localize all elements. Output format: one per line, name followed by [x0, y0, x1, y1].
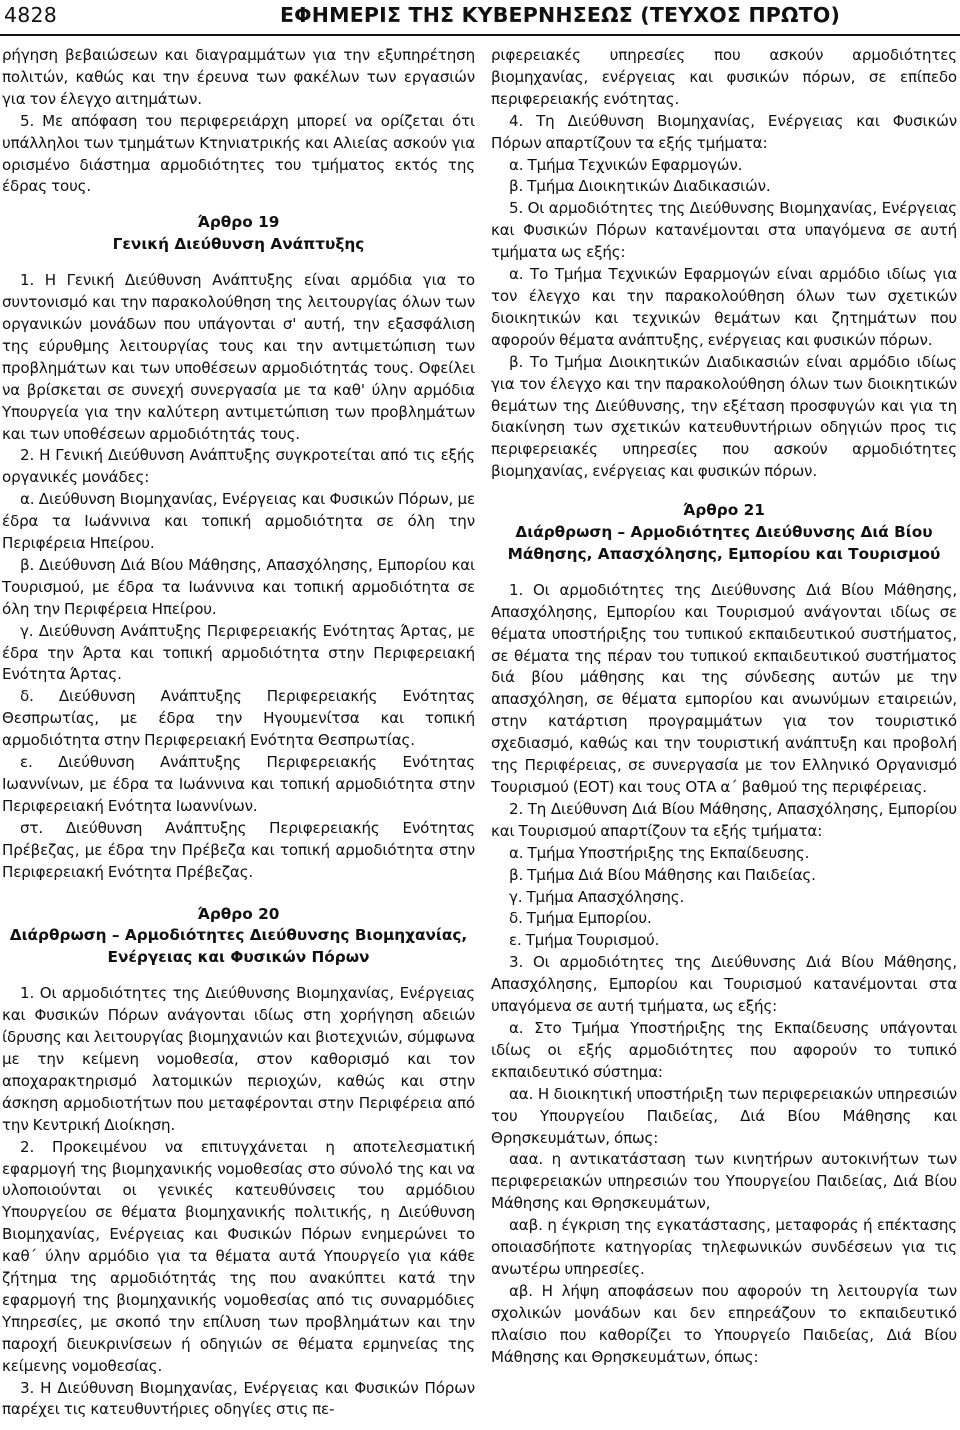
- paragraph: β. Διεύθυνση Διά Βίου Μάθησης, Απασχόλησης, Εμπορίου και Τουρισμού, με έδρα τα Ιωάννινα και τοπική αρμοδιότητα σε όλη την Περιφέρεια Ηπείρου.: [2, 555, 475, 618]
- page-number: 4828: [4, 3, 57, 27]
- list-item: ε. Τμήμα Τουρισμού.: [509, 931, 660, 950]
- paragraph: α. Το Τμήμα Τεχνικών Εφαρμογών είναι αρμόδιο ιδίως για τον έλεγχο και την παρακολούθηση όλων των σχετικών διοικητικών και τεχνικών θεμάτων και ζητημάτων που αφορούν θέματα ανάπτυξης, ενέργειας και φυσικών πόρων.: [491, 265, 957, 349]
- header-rule: [0, 34, 960, 36]
- paragraph: 2. Προκειμένου να επιτυγχάνεται η αποτελεσματική εφαρμογή της βιομηχανικής νομοθεσίας στο σύνολό της και να υλοποιούνται οι γενικές κατευθύνσεις του αρμόδιου Υπουργείου σε θέματα βιομηχανικής πολιτικής, η Διεύθυνση Βιομηχανίας, Ενέργειας και Φυσικών Πόρων ενημερώνει το καθ΄ ύλην αρμόδιο για τα θέματα αυτά Υπουργείο για κάθε ζήτημα της αρμοδιότητάς της που ανακύπτει κατά την εφαρμογή της βιομηχανικής νομοθεσίας από τις συναρμόδιες Υπηρεσίες, με σκοπό την επίλυση των προβλημάτων και την παροχή διευκρινίσεων ή οδηγιών σε θέματα ερμηνείας της κείμενης νομοθεσίας.: [2, 1137, 475, 1375]
- paragraph: α. Διεύθυνση Βιομηχανίας, Ενέργειας και Φυσικών Πόρων, με έδρα τα Ιωάννινα και τοπική αρμοδιότητα σε όλη την Περιφέρεια Ηπείρου.: [2, 490, 475, 553]
- paragraph: στ. Διεύθυνση Ανάπτυξης Περιφερειακής Ενότητας Πρέβεζας, με έδρα την Πρέβεζα και τοπική αρμοδιότητα στην Περιφερειακή Ενότητα Πρέβεζας.: [2, 818, 475, 881]
- paragraph: 2. Τη Διεύθυνση Διά Βίου Μάθησης, Απασχόλησης, Εμπορίου και Τουρισμού απαρτίζουν τα εξής τμήματα:: [491, 799, 957, 840]
- paragraph: α. Στο Τμήμα Υποστήριξης της Εκπαίδευσης υπάγονται ιδίως οι εξής αρμοδιότητες που αφορούν το τυπικό εκπαιδευτικό σύστημα:: [491, 1018, 957, 1081]
- paragraph: 2. Η Γενική Διεύθυνση Ανάπτυξης συγκροτείται από τις εξής οργανικές μονάδες:: [2, 446, 475, 487]
- paragraph: γ. Διεύθυνση Ανάπτυξης Περιφερειακής Ενότητας Άρτας, με έδρα την Άρτα και τοπική αρμοδιότητα στην Περιφερειακή Ενότητα Άρτας.: [2, 621, 475, 684]
- article-title: Διάρθρωση – Αρμοδιότητες Διεύθυνσης Διά Βίου Μάθησης, Απασχόλησης, Εμπορίου και Τουρισμού: [507, 523, 941, 563]
- paragraph: 1. Οι αρμοδιότητες της Διεύθυνσης Διά Βίου Μάθησης, Απασχόλησης, Εμπορίου και Τουρισμού ανάγονται ιδίως σε θέματα υποστήριξης του τυπικού εκπαιδευτικού συστήματος, σε θέματα της πέραν του τυπικού εκπαιδευτικού συστήματος διά βίου μάθησης και της σύνδεσης αυτών με την απασχόληση, σε θέματα εμπορίου και ανωνύμων εταιρειών, στην κατάρτιση προγραμμάτων για τον τουριστικό σχεδιασμό, καθώς και την τουριστική ανάπτυξη και προβολή της Περιφέρειας, σε συνεργασία με τον Ελληνικό Οργανισμό Τουρισμού (ΕΟΤ) και τους ΟΤΑ α΄ βαθμού της περιφέρειας.: [491, 580, 957, 796]
- paragraph: 1. Η Γενική Διεύθυνση Ανάπτυξης είναι αρμόδια για το συντονισμό και την παρακολούθηση της λειτουργίας όλων των οργανικών μονάδων που υπάγονται σ' αυτή, την εξασφάλιση της εύρυθμης λειτουργίας τους και την αντιμετώπιση των προβλημάτων και των υποθέσεων αρμοδιότητάς τους. Οφείλει να βρίσκεται σε συνεχή συνεργασία με τα καθ' ύλην αρμόδια Υπουργεία για την καλύτερη αντιμετώπιση των προβλημάτων και των υποθέσεων αρμοδιότητάς τους.: [2, 271, 475, 443]
- left-column: [2, 45, 475, 1421]
- gazette-title: ΕΦΗΜΕΡΙΣ ΤΗΣ ΚΥΒΕΡΝΗΣΕΩΣ (ΤΕΥΧΟΣ ΠΡΩΤΟ): [279, 3, 841, 27]
- list-item: β. Τμήμα Διά Βίου Μάθησης και Παιδείας.: [509, 865, 816, 884]
- paragraph: 3. Οι αρμοδιότητες της Διεύθυνσης Διά Βίου Μάθησης, Απασχόλησης, Εμπορίου και Τουρισμού κατανέμονται στα υπαγόμενα σε αυτή τμήματα, ως εξής:: [491, 953, 957, 1016]
- paragraph: αβ. Η λήψη αποφάσεων που αφορούν τη λειτουργία των σχολικών μονάδων και δεν επηρεάζουν το εκπαιδευτικό πλαίσιο που καθορίζει το Υπουργείο Παιδείας, Διά Βίου Μάθησης και Θρησκευμάτων, όπως:: [491, 1281, 957, 1366]
- paragraph: ααα. η αντικατάσταση των κινητήρων αυτοκινήτων των περιφερειακών υπηρεσιών του Υπουργείου Παιδείας, Διά Βίου Μάθησης και Θρησκευμάτων,: [491, 1150, 957, 1213]
- article-title: Διάρθρωση – Αρμοδιότητες Διεύθυνσης Βιομηχανίας, Ενέργειας και Φυσικών Πόρων: [9, 926, 468, 967]
- paragraph: 5. Οι αρμοδιότητες της Διεύθυνσης Βιομηχανίας, Ενέργειας και Φυσικών Πόρων κατανέμονται στα υπαγόμενα σε αυτή τμήματα ως εξής:: [491, 199, 957, 262]
- page-header: [0, 0, 960, 40]
- paragraph: ριφερειακές υπηρεσίες που ασκούν αρμοδιότητες βιομηχανίας, ενέργειας και φυσικών πόρων, σε επίπεδο περιφερειακής ενότητας.: [491, 46, 957, 108]
- list-item: α. Τμήμα Υποστήριξης της Εκπαίδευσης.: [509, 843, 810, 862]
- article-number: Άρθρο 21: [683, 501, 765, 520]
- list-item: α. Τμήμα Τεχνικών Εφαρμογών.: [509, 155, 743, 174]
- right-column: [491, 45, 957, 1368]
- paragraph: ααβ. η έγκριση της εγκατάστασης, μεταφοράς ή επέκτασης οποιασδήποτε κατηγορίας τηλεφωνικών συνδέσεων για τις ανωτέρω υπηρεσίες.: [491, 1216, 957, 1278]
- paragraph: 3. Η Διεύθυνση Βιομηχανίας, Ενέργειας και Φυσικών Πόρων παρέχει τις κατευθυντήριες οδηγίες στις πε-: [2, 1378, 475, 1419]
- paragraph: ρήγηση βεβαιώσεων και διαγραμμάτων για την εξυπηρέτηση πολιτών, καθώς και την έρευνα των φακέλων των εργασιών για τον έλεγχο αιτημάτων.: [2, 46, 475, 108]
- paragraph: ε. Διεύθυνση Ανάπτυξης Περιφερειακής Ενότητας Ιωαννίνων, με έδρα τα Ιωάννινα και τοπική αρμοδιότητα στην Περιφερειακή Ενότητα Ιωαννίνων.: [2, 753, 475, 815]
- paragraph: 4. Τη Διεύθυνση Βιομηχανίας, Ενέργειας και Φυσικών Πόρων απαρτίζουν τα εξής τμήματα:: [491, 111, 957, 152]
- paragraph: δ. Διεύθυνση Ανάπτυξης Περιφερειακής Ενότητας Θεσπρωτίας, με έδρα την Ηγουμενίτσα και τοπική αρμοδιότητα στην Περιφερειακή Ενότητα Θεσπρωτίας.: [2, 687, 475, 750]
- paragraph: 1. Οι αρμοδιότητες της Διεύθυνσης Βιομηχανίας, Ενέργειας και Φυσικών Πόρων ανάγονται ιδίως στη χορήγηση αδειών ίδρυσης και λειτουργίας βιομηχανιών και βιοτεχνιών, σύμφωνα με την κείμενη νομοθεσία, στον καθορισμό και τον αποχαρακτηρισμό λατομικών περιοχών, καθώς και στην άσκηση αρμοδιοτήτων που μεταφέρονται στην Περιφέρεια από την Κεντρική Διοίκηση.: [2, 984, 475, 1134]
- paragraph: 5. Με απόφαση του περιφερειάρχη μπορεί να ορίζεται ότι υπάλληλοι των τμημάτων Κτηνιατρικής και Αλιείας ασκούν για ορισμένο διάστημα αρμοδιότητες του τμήματος εκτός της έδρας τους.: [2, 111, 475, 196]
- list-item: γ. Τμήμα Απασχόλησης.: [509, 887, 685, 906]
- paragraph: β. Το Τμήμα Διοικητικών Διαδικασιών είναι αρμόδιο ιδίως για τον έλεγχο και την παρακολούθηση όλων των διοικητικών θεμάτων της Διεύθυνσης, την εξέταση προσφυγών και για τη διακίνηση των σχετικών κατευθυντήριων οδηγιών προς τις περιφερειακές υπηρεσίες που ασκούν αρμοδιότητες βιομηχανίας, ενέργειας και φυσικών πόρων.: [491, 352, 957, 481]
- article-number: Άρθρο 19: [197, 213, 280, 232]
- article-title: Γενική Διεύθυνση Ανάπτυξης: [112, 235, 365, 254]
- article-number: Άρθρο 20: [197, 904, 280, 923]
- list-item: β. Τμήμα Διοικητικών Διαδικασιών.: [509, 177, 771, 196]
- paragraph: αα. Η διοικητική υποστήριξη των περιφερειακών υπηρεσιών του Υπουργείου Παιδείας, Διά Βίου Μάθησης και Θρησκευμάτων, όπως:: [491, 1084, 957, 1147]
- list-item: δ. Τμήμα Εμπορίου.: [509, 909, 652, 928]
